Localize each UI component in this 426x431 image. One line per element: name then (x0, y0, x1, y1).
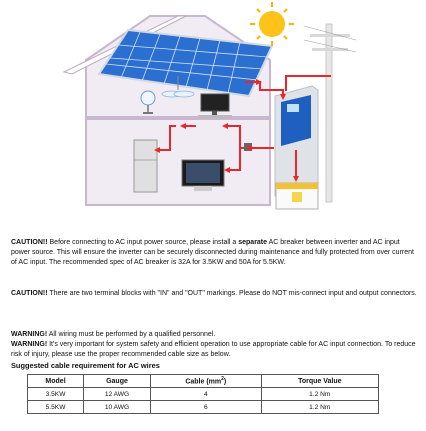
caution-text-part2: AC breaker between inverter and AC input power source. This will ensure the inverter can be securely disconnected during maintenance and fully protected from over current of AC input. The recommended spec of AC breaker is 32A for 3.5KW and 50A for 5.5KW. (11, 239, 414, 266)
battery-icon (276, 183, 318, 209)
warning-text: All wiring must be performed by a qualified personnel. (47, 331, 216, 338)
caution-label: CAUTION!! (11, 290, 48, 297)
header-torque: Torque Value (261, 375, 378, 388)
caution-separate-word: separate (238, 239, 268, 246)
warning-qualified-personnel (11, 330, 419, 340)
warning-text: It's very important for system safety and efficient operation to use appropriate cable for AC input connection. To reduce risk of injury, please use the proper recommended cable size as below. (11, 341, 416, 358)
cell-cable: 4 (150, 388, 261, 401)
cable-spec-table (27, 374, 379, 414)
warning-label: WARNING! (11, 331, 48, 338)
header-cable-close: ) (223, 378, 227, 386)
warning-label: WARNING! (11, 341, 48, 348)
table-row (28, 401, 379, 414)
cell-gauge: 12 AWG (84, 388, 151, 401)
header-gauge: Gauge (84, 375, 151, 388)
cell-model: 3.5KW (28, 388, 84, 401)
caution-ac-breaker (11, 238, 419, 268)
television-icon (182, 160, 224, 191)
caution-label: CAUTION!! (11, 239, 48, 246)
cell-cable: 6 (150, 401, 261, 414)
cell-gauge: 10 AWG (84, 401, 151, 414)
header-cable-sup: 2 (221, 376, 224, 383)
table-title: Suggested cable requirement for AC wires (11, 361, 160, 370)
cell-model: 5.5KW (28, 401, 84, 414)
table-row (28, 388, 379, 401)
cell-torque: 1.2 Nm (261, 401, 378, 414)
table-header-row (28, 375, 379, 388)
caution-text: There are two terminal blocks with "IN" and "OUT" markings. Please do NOT mis-connect input and output connectors. (47, 290, 417, 297)
warning-cable-size (11, 340, 419, 360)
sun-icon (250, 2, 294, 46)
caution-text-part1: Before connecting to AC input power source, please install a (47, 239, 239, 246)
header-model: Model (28, 375, 84, 388)
refrigerator-icon (134, 140, 157, 192)
cell-torque: 1.2 Nm (261, 388, 378, 401)
caution-terminal-blocks (11, 289, 419, 299)
header-cable (150, 375, 261, 388)
header-cable-text: Cable (mm (185, 378, 222, 386)
